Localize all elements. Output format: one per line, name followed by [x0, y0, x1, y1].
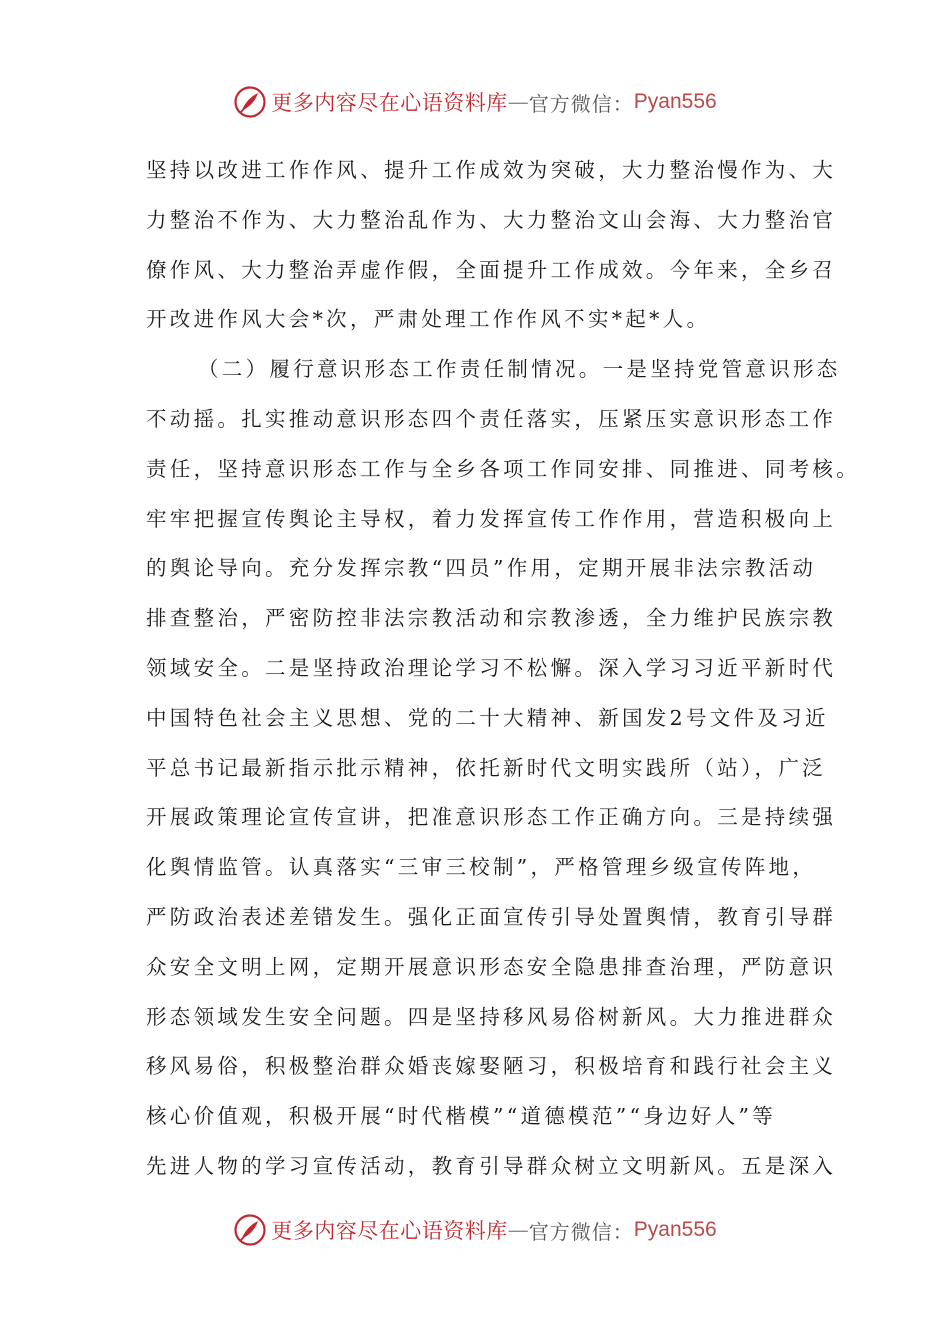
- body-line: 开改进作风大会*次，严肃处理工作作风不实*起*人。: [146, 307, 711, 332]
- body-line: 领域安全。二是坚持政治理论学习不松懈。深入学习习近平新时代: [146, 655, 837, 680]
- header-wechat-id: Pyan556: [633, 90, 717, 113]
- footer-wechat-id: Pyan556: [633, 1218, 717, 1241]
- body-line: 平总书记最新指示批示精神，依托新时代文明实践所（站），广泛: [146, 755, 826, 780]
- feather-pen-icon: [233, 1213, 267, 1247]
- body-line: 形态领域发生安全问题。四是坚持移风易俗树新风。大力推进群众: [146, 1004, 837, 1029]
- body-line: 严防政治表述差错发生。强化正面宣传引导处置舆情，教育引导群: [146, 904, 837, 929]
- body-line: 众安全文明上网，定期开展意识形态安全隐患排查治理，严防意识: [146, 954, 837, 979]
- footer-banner: [0, 1208, 950, 1252]
- body-line: 不动摇。扎实推动意识形态四个责任落实，压紧压实意识形态工作: [146, 406, 837, 431]
- footer-wechat-label: 官方微信：: [528, 1219, 634, 1244]
- body-line: 化舆情监管。认真落实“三审三校制”，严格管理乡级宣传阵地，: [146, 855, 817, 880]
- body-line: 开展政策理论宣传宣讲，把准意识形态工作正确方向。三是持续强: [146, 805, 837, 830]
- body-line: 责任，坚持意识形态工作与全乡各项工作同安排、同推进、同考核。: [146, 456, 860, 481]
- body-line: 中国特色社会主义思想、党的二十大精神、新国发2号文件及习近: [146, 705, 829, 730]
- body-line: 僚作风、大力整治弄虚作假，全面提升工作成效。今年来，全乡召: [146, 257, 837, 282]
- body-line: 排查整治，严密防控非法宗教活动和宗教渗透，全力维护民族宗教: [146, 606, 837, 631]
- body-line: 力整治不作为、大力整治乱作为、大力整治文山会海、大力整治官: [146, 207, 837, 232]
- body-line: 牢牢把握宣传舆论主导权，着力发挥宣传工作作用，营造积极向上: [146, 506, 837, 531]
- body-line: 核心价值观，积极开展“时代楷模”“道德模范”“身边好人”等: [146, 1104, 777, 1129]
- document-body: [146, 146, 860, 1192]
- body-line: 坚持以改进工作作风、提升工作成效为突破，大力整治慢作为、大: [146, 158, 837, 182]
- body-line: 先进人物的学习宣传活动，教育引导群众树立文明新风。五是深入: [146, 1153, 837, 1178]
- body-line: 的舆论导向。充分发挥宗教“四员”作用，定期开展非法宗教活动: [146, 556, 817, 581]
- footer-slogan: 更多内容尽在心语资料库: [271, 1219, 508, 1243]
- footer-separator: —: [507, 1218, 529, 1242]
- header-slogan: 更多内容尽在心语资料库: [271, 91, 508, 115]
- section-heading-line: （二）履行意识形态工作责任制情况。一是坚持党管意识形态: [198, 357, 841, 382]
- header-separator: —: [507, 90, 529, 114]
- header-banner: [0, 80, 950, 124]
- body-line: 移风易俗，积极整治群众婚丧嫁娶陋习，积极培育和践行社会主义: [146, 1054, 837, 1079]
- header-wechat-label: 官方微信：: [528, 91, 634, 116]
- feather-pen-icon: [233, 85, 267, 119]
